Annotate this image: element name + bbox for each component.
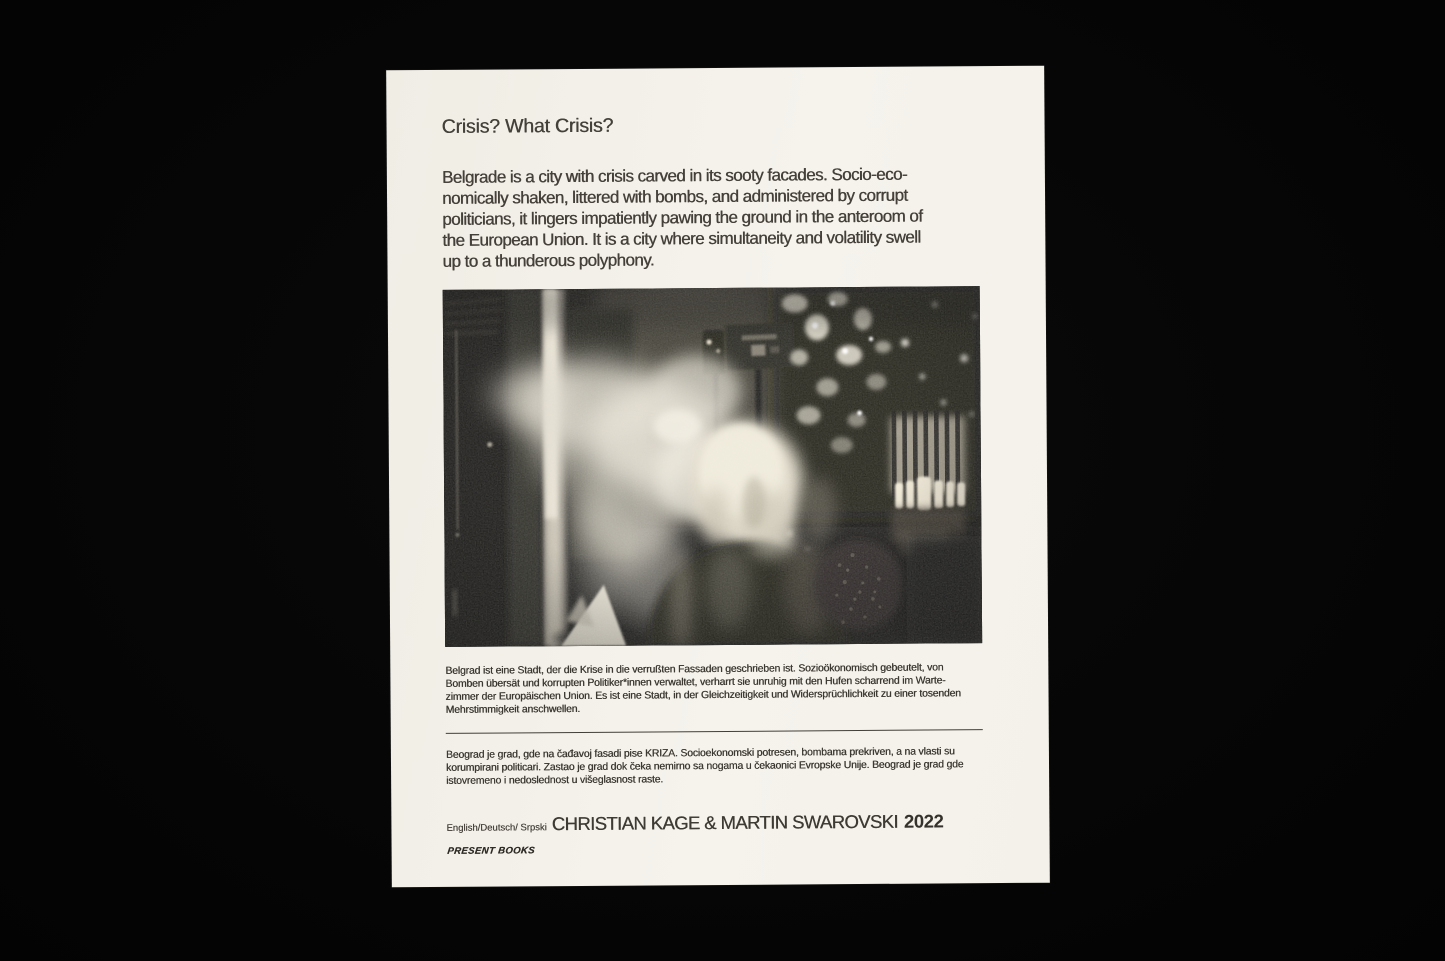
- body-paragraph-german: Belgrad ist eine Stadt, der die Krise in die verrußten Fassaden geschrieben ist. Sozioökonomisch gebeutelt, von Bomben übersät und korrupten Politiker*innen verwaltet, verharrt sie unruhig mit den Hufen scharrend im Warte- zimmer der Europäischen Union. Es ist eine Stadt, in der Gleichzeitigkeit und Widersprüchlichkeit zu einer tosenden Mehrstimmigkeit anschwellen.: [445, 662, 961, 716]
- body-paragraph-serbian: Beograd je grad, gde na čađavoj fasadi pise KRIZA. Socioekonomski potresen, bombama prekriven, a na vlasti su korumpirani politicari. Zastao je grad dok čeka nemirno sa nogama u čekaonici Evropske Unije. Beograd je grad gde istovremeno i nedoslednost u višeglasnost raste.: [445, 746, 964, 787]
- film-grain: [443, 286, 982, 647]
- book-cover-page: [386, 66, 1050, 888]
- cover-title: Crisis? What Crisis?: [441, 114, 614, 138]
- divider-rule: [446, 729, 983, 734]
- author-names: CHRISTIAN KAGE & MARTIN SWAROVSKI: [551, 810, 898, 835]
- publication-year: 2022: [903, 810, 944, 832]
- publisher-logo: PRESENT BOOKS: [446, 845, 536, 857]
- credit-line: [446, 810, 983, 836]
- languages-label: English/Deutsch/ Srpski: [446, 822, 547, 834]
- intro-paragraph-english: Belgrade is a city with crisis carved in its sooty facades. Socio-eco- nomically shaken, littered with bombs, and administered by corrupt politicians, it lingers impatiently pawing the ground in the anteroom of the European Union. It is a city where simultaneity and volatility swell up to a thunderous polyphony.: [441, 164, 923, 271]
- cover-content: [386, 66, 1050, 888]
- cover-photo-night-street-smoke: [443, 286, 982, 647]
